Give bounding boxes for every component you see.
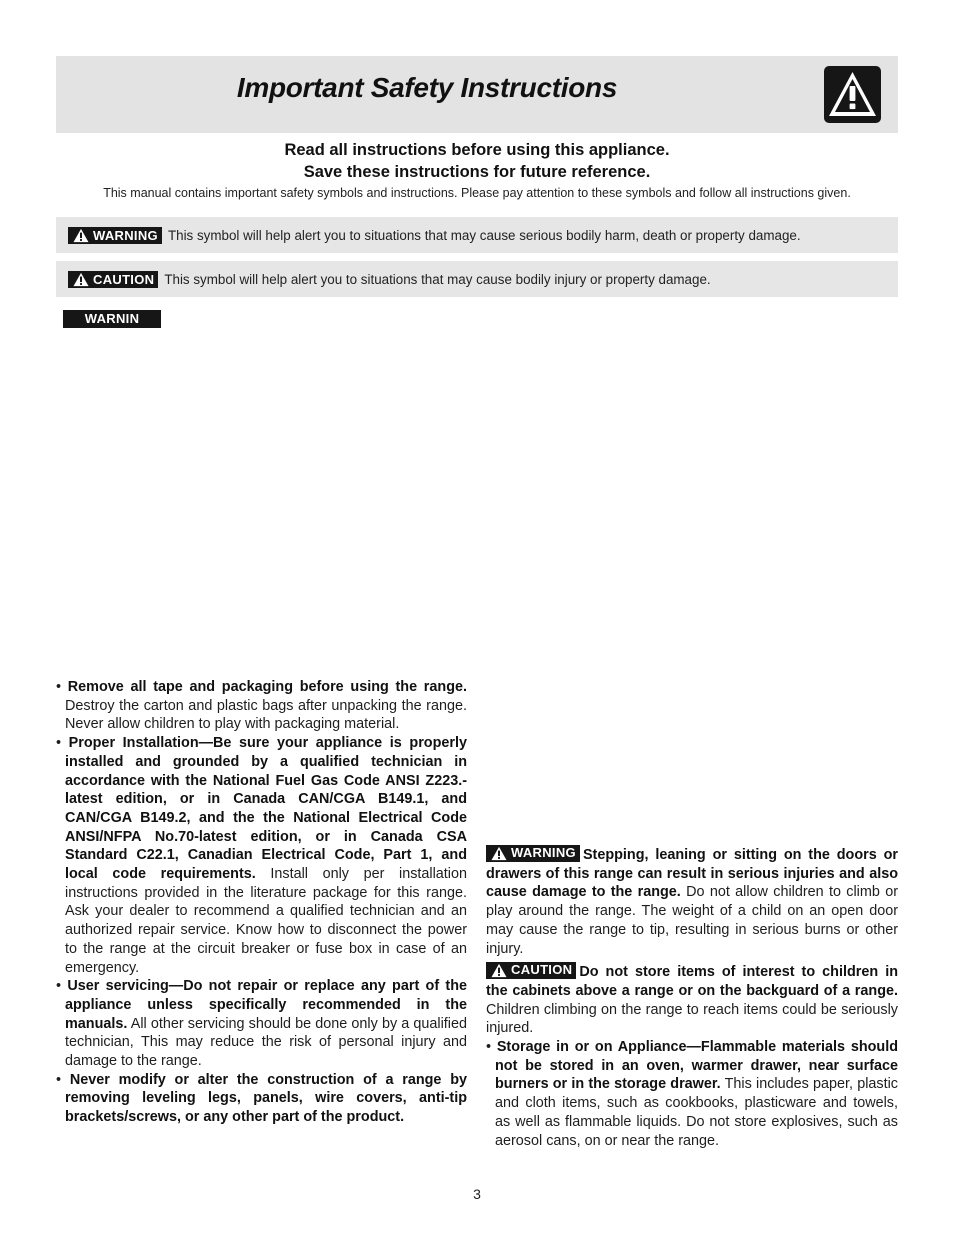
warning-inline-badge <box>486 845 580 862</box>
intro-note: This manual contains important safety symbols and instructions. Please pay attention to these symbols and follow all instructions given. <box>103 186 851 200</box>
truncated-warning-badge: WARNIN <box>63 310 161 328</box>
caution-badge-label: CAUTION <box>93 271 155 287</box>
warning-item-text: Do not allow children to climb or play around the range. The weight of a child on an open door may cause the range to tip, resulting in serious burns or other injury. <box>486 884 898 957</box>
caution-notice-bar <box>56 261 898 297</box>
caution-inline-label: CAUTION <box>511 962 573 978</box>
right-column <box>486 845 898 1150</box>
packaging-text: Destroy the carton and plastic bags after unpacking the range. Never allow children to play with packaging material. <box>65 697 467 733</box>
page-title: Important Safety Instructions <box>236 72 618 103</box>
servicing-bold: User servicing—Do not repair or replace any part of the appliance unless specifically recommended in the manuals. <box>65 978 467 1032</box>
caution-badge <box>68 271 158 288</box>
page-number: 3 <box>473 1186 481 1202</box>
left-column <box>56 678 467 1127</box>
installation-bold: Proper Installation—Be sure your appliance is properly installed and grounded by a qualified technician in accordance with the National Fuel Gas Code ANSI Z223.- latest edition, or in Canada CAN/CGA B149.1, and CAN/CGA B149.2, and the the National Electrical Code ANSI/NFPA No.70-latest edition, or in Canada CSA Standard C22.1, Canadian Electrical Code, Part 1, and local code requirements. <box>65 735 467 883</box>
list-item-installation: • Proper Installation—Be sure your appliance is properly installed and grounded by a qualified technician in accordance with the National Fuel Gas Code ANSI Z223.- latest edition, or in Canada CAN/CGA B149.1, and CAN/CGA B149.2, and the the National Electrical Code ANSI/NFPA No.70-latest edition, or in Canada CSA Standard C22.1, Canadian Electrical Code, Part 1, and local code requirements. Install only per installation instructions provided in the literature package for this range. Ask your dealer to recommend a qualified technician and an authorized repair service. Know how to disconnect the power to the range at the circuit breaker or fuse box in case of an emergency. <box>56 735 468 976</box>
caution-item <box>486 962 898 1038</box>
list-item-never-modify: • Never modify or alter the construction of a range by removing leveling legs, panels, wire covers, anti-tip brackets/screws, or any other part of the product. <box>56 1071 467 1126</box>
caution-triangle-icon <box>71 272 91 287</box>
warning-notice-bar <box>56 217 898 253</box>
servicing-text: All other servicing should be done only by a qualified technician, This may reduce the risk of personal injury and damage to the range. <box>65 1015 467 1070</box>
warning-item <box>486 845 898 958</box>
storage-text: This includes paper, plastic and cloth items, such as cookbooks, plasticware and towels, as well as flammable liquids. Do not store explosives, such as aerosol cans, on or near the range. <box>495 1076 898 1149</box>
installation-text: Install only per installation instructions provided in the literature package for this range. Ask your dealer to recommend a qualified technician and an authorized repair service. Know how to disconnect the power to the range at the circuit breaker or fuse box in case of an emergency. <box>65 866 468 976</box>
list-item-packaging: • Remove all tape and packaging before using the range. Destroy the carton and plastic bags after unpacking the range. Never allow children to play with packaging material. <box>56 679 467 733</box>
hazard-warning-icon <box>824 66 881 123</box>
list-item-user-servicing: • User servicing—Do not repair or replace any part of the appliance unless specifically recommended in the manuals. All other servicing should be done only by a qualified technician, This may reduce the risk of personal injury and damage to the range. <box>56 978 467 1070</box>
storage-bold: Storage in or on Appliance—Flammable materials should not be stored in an oven, warmer drawer, near surface burners or in the storage drawer. <box>495 1039 898 1093</box>
caution-item-text: Children climbing on the range to reach items could be seriously injured. <box>486 1001 898 1037</box>
modify-bold: Never modify or alter the construction of a range by removing leveling legs, panels, wire covers, anti-tip brackets/screws, or any other part of the product. <box>65 1071 467 1126</box>
caution-notice-text: This symbol will help alert you to situations that may cause bodily injury or property damage. <box>164 271 711 287</box>
caution-triangle-icon <box>489 963 509 978</box>
warning-triangle-icon <box>71 228 91 243</box>
caution-inline-badge <box>486 962 576 979</box>
warning-triangle-icon <box>489 846 509 861</box>
warning-badge <box>68 227 162 244</box>
intro-save-line: Save these instructions for future reference. <box>303 163 651 181</box>
packaging-bold: Remove all tape and packaging before using the range. <box>67 679 467 695</box>
warning-notice-text: This symbol will help alert you to situations that may cause serious bodily harm, death or property damage. <box>167 227 801 243</box>
warning-inline-label: WARNING <box>511 845 576 861</box>
warning-badge-label: WARNING <box>93 227 158 243</box>
intro-read-line: Read all instructions before using this appliance. <box>284 141 670 159</box>
warning-item-bold: Stepping, leaning or sitting on the doors or drawers of this range can result in serious injuries and also cause damage to the range. <box>486 847 898 901</box>
caution-item-bold: Do not store items of interest to children in the cabinets above a range or on the backguard of a range. <box>486 964 898 999</box>
header-band <box>56 56 898 133</box>
list-item-storage: • Storage in or on Appliance—Flammable materials should not be stored in an oven, warmer drawer, near surface burners or in the storage drawer. This includes paper, plastic and cloth items, such as cookbooks, plasticware and towels, as well as flammable liquids. Do not store explosives, such as aerosol cans, on or near the range. <box>486 1039 898 1149</box>
